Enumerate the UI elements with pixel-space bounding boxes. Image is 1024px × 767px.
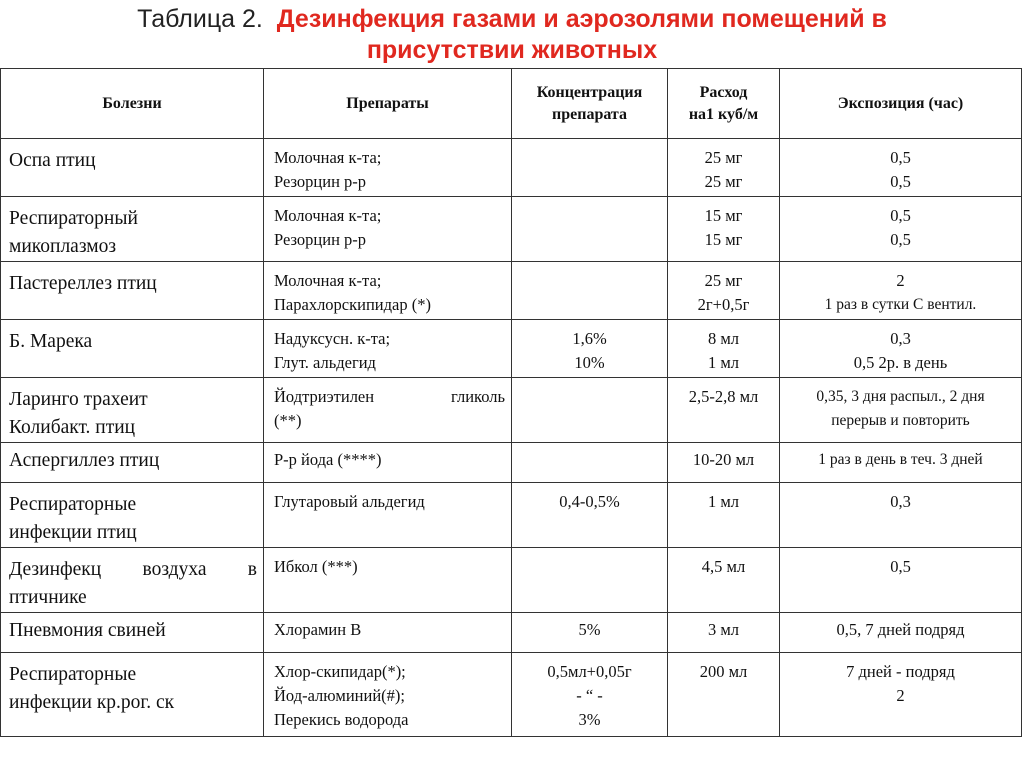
drugs-cell	[264, 139, 512, 197]
exposure-cell	[780, 613, 1022, 653]
table-title	[0, 4, 1024, 66]
rate-text: 200 мл	[699, 662, 748, 681]
exposure-text: 0,3	[890, 329, 911, 348]
drug-text: Хлор-скипидар(*);	[274, 662, 406, 681]
disease-text: Пастереллез птиц	[9, 273, 157, 294]
rate-text: 25 мг	[704, 172, 743, 191]
disease-cell	[1, 262, 264, 320]
rate-text: 4,5 мл	[701, 557, 746, 576]
rate-text: 2г+0,5г	[697, 295, 750, 314]
concentration-text: 10%	[574, 353, 605, 372]
drug-text: Резорцин р-р	[274, 230, 367, 249]
exposure-text: 0,35, 3 дня распыл., 2 дня	[816, 388, 985, 405]
drug-text: Йод-алюминий(#);	[274, 686, 405, 705]
drug-text: Парахлорскипидар (*)	[274, 295, 431, 314]
drugs-cell	[264, 443, 512, 483]
exposure-cell	[780, 378, 1022, 443]
table-row	[1, 443, 1022, 483]
table-row	[1, 548, 1022, 613]
disease-text: Пневмония свиней	[9, 620, 166, 641]
drugs-cell	[264, 483, 512, 548]
concentration-text: 5%	[578, 620, 601, 639]
exposure-cell	[780, 653, 1022, 737]
disease-cell	[1, 443, 264, 483]
header-concentration	[512, 69, 668, 139]
concentration-cell	[512, 443, 668, 483]
drugs-cell	[264, 378, 512, 443]
disease-cell	[1, 378, 264, 443]
exposure-text: 1 раз в день в теч. 3 дней	[818, 451, 983, 468]
exposure-cell	[780, 548, 1022, 613]
disease-text: микоплазмоз	[9, 236, 117, 257]
exposure-text: 0,5	[890, 148, 911, 167]
header-disease: Болезни	[1, 69, 264, 139]
table-row	[1, 262, 1022, 320]
rate-text: 15 мг	[704, 206, 743, 225]
drugs-cell	[264, 653, 512, 737]
concentration-cell	[512, 197, 668, 262]
disease-cell	[1, 613, 264, 653]
rate-text: 8 мл	[707, 329, 740, 348]
rate-text: 25 мг	[704, 148, 743, 167]
table-row	[1, 139, 1022, 197]
header-concentration-2: препарата	[552, 105, 627, 123]
exposure-text: 0,5	[890, 557, 911, 576]
exposure-cell	[780, 320, 1022, 378]
table-row	[1, 653, 1022, 737]
rate-cell	[668, 483, 780, 548]
drug-text: Глут. альдегид	[274, 353, 376, 372]
header-concentration-1: Концентрация	[536, 83, 643, 101]
rate-cell	[668, 139, 780, 197]
rate-cell	[668, 320, 780, 378]
concentration-text: - “ -	[576, 686, 603, 705]
concentration-cell	[512, 653, 668, 737]
rate-cell	[668, 197, 780, 262]
header-rate-1: Расход	[699, 83, 748, 101]
drugs-cell	[264, 197, 512, 262]
disease-text: птичнике	[9, 587, 87, 608]
exposure-text: 0,3	[890, 492, 911, 511]
drugs-cell	[264, 613, 512, 653]
exposure-text: 0,5, 7 дней подряд	[836, 620, 965, 639]
rate-text: 15 мг	[704, 230, 743, 249]
exposure-text: 0,5	[890, 230, 911, 249]
disease-cell	[1, 197, 264, 262]
exposure-cell	[780, 443, 1022, 483]
disease-text: Аспергиллез птиц	[9, 450, 160, 471]
drug-text: Глутаровый альдегид	[274, 492, 425, 511]
header-row	[1, 69, 1022, 139]
concentration-cell	[512, 320, 668, 378]
header-exposure: Экспозиция (час)	[780, 69, 1022, 139]
title-text-1: Дезинфекция газами и аэрозолями помещений в	[276, 5, 887, 33]
concentration-text: 3%	[578, 710, 601, 729]
header-rate	[668, 69, 780, 139]
disease-cell	[1, 139, 264, 197]
drug-text: Хлорамин В	[274, 620, 362, 639]
rate-text: 3 мл	[707, 620, 740, 639]
exposure-cell	[780, 483, 1022, 548]
rate-text: 2,5-2,8 мл	[688, 387, 759, 406]
exposure-text: 1 раз в сутки С вентил.	[824, 296, 977, 313]
rate-cell	[668, 262, 780, 320]
exposure-text: 0,5	[890, 206, 911, 225]
table-row	[1, 613, 1022, 653]
rate-cell	[668, 653, 780, 737]
exposure-text: 2	[896, 686, 905, 705]
disease-cell	[1, 653, 264, 737]
concentration-text: 0,5мл+0,05г	[547, 662, 632, 681]
concentration-cell	[512, 483, 668, 548]
exposure-text: 0,5 2р. в день	[853, 353, 948, 372]
table-row	[1, 483, 1022, 548]
drugs-cell	[264, 320, 512, 378]
rate-cell	[668, 443, 780, 483]
title-line-1	[0, 4, 1024, 35]
concentration-cell	[512, 262, 668, 320]
disease-cell	[1, 483, 264, 548]
drug-text: Молочная к-та;	[274, 148, 382, 167]
disease-text: Оспа птиц	[9, 150, 96, 171]
concentration-cell	[512, 139, 668, 197]
concentration-cell	[512, 613, 668, 653]
exposure-cell	[780, 262, 1022, 320]
disinfection-table	[0, 68, 1022, 737]
disease-text: инфекции кр.рог. ск	[9, 692, 175, 713]
rate-cell	[668, 378, 780, 443]
rate-text: 1 мл	[707, 353, 740, 372]
concentration-text: 0,4-0,5%	[559, 492, 620, 511]
disease-text: Б. Марека	[9, 331, 93, 352]
rate-text: 1 мл	[707, 492, 740, 511]
table-row	[1, 197, 1022, 262]
drug-text: Молочная к-та;	[274, 271, 382, 290]
exposure-text: 7 дней - подряд	[846, 662, 955, 681]
disease-text: Респираторные	[9, 664, 137, 685]
drug-text: Резорцин р-р	[274, 172, 367, 191]
drug-text: Надуксусн. к-та;	[274, 329, 391, 348]
disease-text: Ларинго трахеит	[9, 389, 148, 410]
drug-text: Йодтриэтилен гликоль	[274, 387, 505, 406]
disease-text: инфекции птиц	[9, 522, 137, 543]
concentration-cell	[512, 548, 668, 613]
drug-text: Ибкол (***)	[274, 557, 358, 576]
rate-text: 10-20 мл	[692, 450, 755, 469]
title-text-2: присутствии животных	[366, 36, 658, 64]
drugs-cell	[264, 262, 512, 320]
drug-text: Р-р йода (****)	[274, 450, 382, 469]
exposure-cell	[780, 197, 1022, 262]
rate-cell	[668, 613, 780, 653]
disease-text: Респираторный	[9, 208, 138, 229]
disease-cell	[1, 320, 264, 378]
header-drugs: Препараты	[264, 69, 512, 139]
disease-text: Респираторные	[9, 494, 137, 515]
concentration-text: 1,6%	[572, 329, 607, 348]
drug-text: (**)	[274, 411, 302, 430]
table-row	[1, 320, 1022, 378]
rate-text: 25 мг	[704, 271, 743, 290]
disease-text: Колибакт. птиц	[9, 417, 136, 438]
exposure-text: 0,5	[890, 172, 911, 191]
header-rate-2: на1 куб/м	[688, 105, 759, 123]
drugs-cell	[264, 548, 512, 613]
table-row	[1, 378, 1022, 443]
rate-cell	[668, 548, 780, 613]
exposure-text: 2	[896, 271, 905, 290]
table-number: Таблица 2.	[137, 5, 263, 33]
exposure-cell	[780, 139, 1022, 197]
disease-cell	[1, 548, 264, 613]
concentration-cell	[512, 378, 668, 443]
disease-text: Дезинфекц воздуха в	[9, 559, 257, 580]
drug-text: Молочная к-та;	[274, 206, 382, 225]
exposure-text: перерыв и повторить	[831, 412, 970, 429]
drug-text: Перекись водорода	[274, 710, 409, 729]
